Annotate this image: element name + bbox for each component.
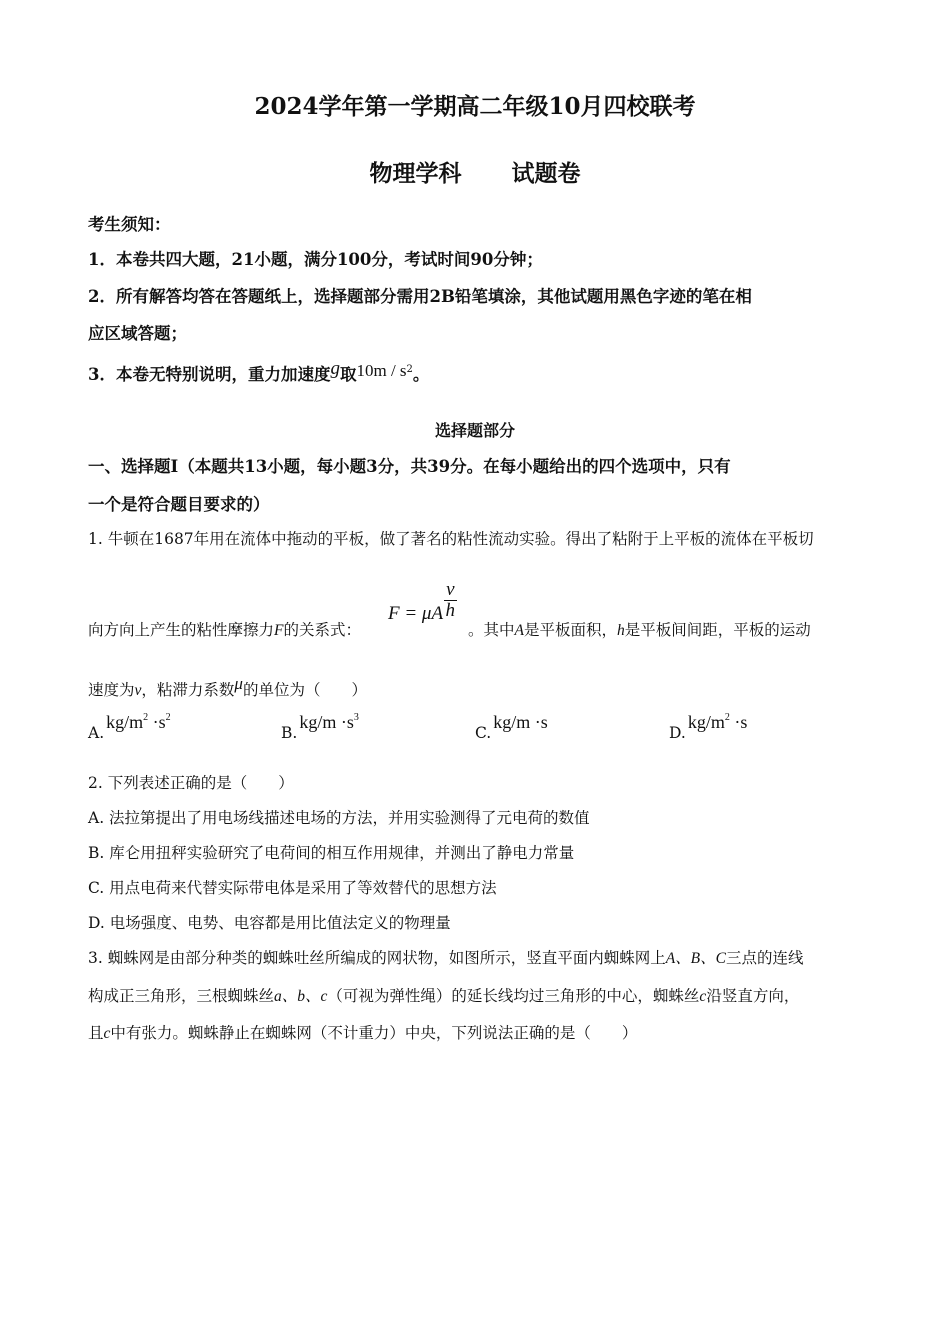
q1-formula [388,579,457,635]
notice-item-2-line-2: 应区域答题； [88,324,187,343]
notice-heading: 考生须知： [88,215,171,234]
q1-line-3: 速度为v，粘滞力系数μ的单位为（ ） [88,674,367,699]
formula-numerator: v [446,579,455,600]
g-symbol: g [330,358,340,379]
exam-title: 2024学年第一学期高二年级10月四校联考 [254,93,696,120]
q1-option-a[interactable]: $A.kg/m^2 \cdot s^2$ [88,712,171,742]
q2-option-d[interactable]: D. 电场强度、电势、电容都是用比值法定义的物理量 [88,914,451,932]
q1-line-2: 向方向上产生的粘性摩擦力F的关系式： [88,621,361,639]
part1-instruction-line-2: 一个是符合题目要求的） [88,495,270,514]
mu-symbol: μ [234,674,243,693]
q1-line-2-rest: 。其中A是平板面积，h是平板间间距，平板的运动 [468,621,811,639]
q2-option-b[interactable]: B. 库仑用扭秤实验研究了电荷间的相互作用规律，并测出了静电力常量 [88,844,575,862]
paper-label: 试题卷 [511,160,581,187]
q3-line-1: 3. 蜘蛛网是由部分种类的蜘蛛吐丝所编成的网状物，如图所示，竖直平面内蜘蛛网上A、B、C三点的连线 [88,949,804,967]
q2-option-a[interactable]: A. 法拉第提出了用电场线描述电场的方法，并用实验测得了元电荷的数值 [88,809,590,827]
q3-line-3: 且c中有张力。蜘蛛静止在蜘蛛网（不计重力）中央，下列说法正确的是（ ） [88,1024,638,1042]
formula-lhs: F = μA [388,602,444,624]
exam-subtitle [0,155,950,188]
formula-denominator: h [445,600,456,621]
q3-line-2: 构成正三角形，三根蜘蛛丝a、b、c（可视为弹性绳）的延长线均过三角形的中心，蜘蛛丝c沿竖直方向， [88,987,800,1005]
q1-option-d[interactable]: $D.kg/m^2 \cdot s$ [669,712,748,742]
q2-stem: 2. 下列表述正确的是（ ） [88,774,294,792]
q1-line-1: 1. 牛顿在1687年用在流体中拖动的平板，做了著名的粘性流动实验。得出了粘附于上平板的流体在平板切 [88,530,814,548]
subject-label: 物理学科 [369,160,462,187]
q1-option-c[interactable]: C.kg/m ·s [475,712,548,742]
notice-item-1: 1．本卷共四大题，21小题，满分100分，考试时间90分钟； [88,250,543,269]
part1-instruction-line-1: 一、选择题Ⅰ（本题共13小题，每小题3分，共39分。在每小题给出的四个选项中，只有 [88,457,731,476]
q1-option-b[interactable]: $B.kg/m \cdot s^3$ [281,712,359,742]
section-title: 选择题部分 [434,421,515,440]
notice-item-2-line-1: 2．所有解答均答在答题纸上，选择题部分需用2B铅笔填涂，其他试题用黑色字迹的笔在相 [88,287,752,306]
q2-option-c[interactable]: C. 用点电荷来代替实际带电体是采用了等效替代的思想方法 [88,879,497,897]
g-value: 10m / s [356,361,407,380]
notice-item-3: 3．本卷无特别说明，重力加速度g取$10m / s^2$。 [88,358,430,384]
